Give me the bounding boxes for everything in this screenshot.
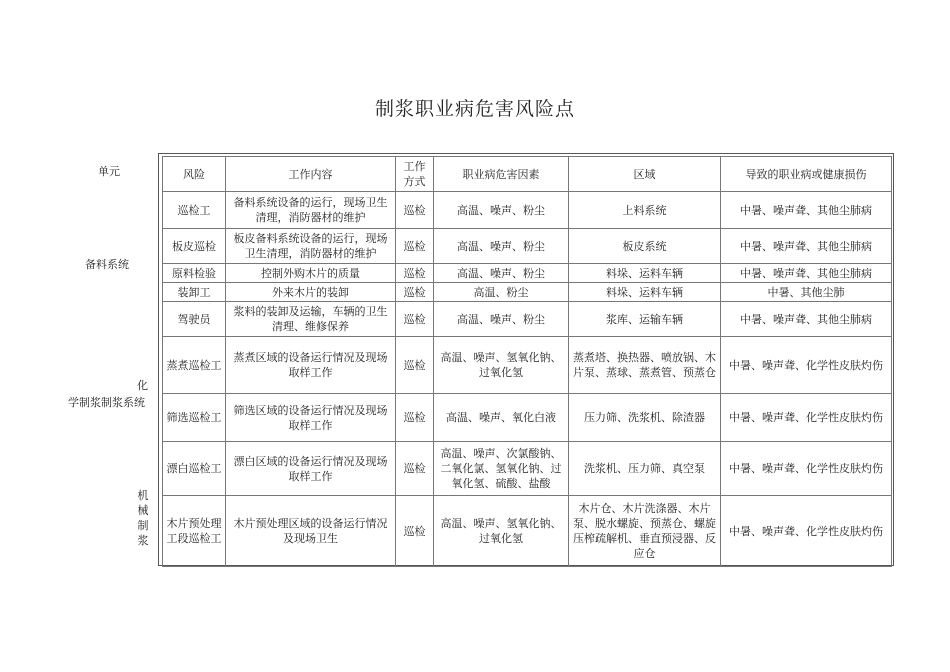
- unit-prep-label: 备料系统: [85, 258, 129, 271]
- table-cell: 蒸煮区域的设备运行情况及现场取样工作: [226, 337, 396, 394]
- table-cell: 板皮巡检: [163, 229, 226, 264]
- table-cell: 中暑、噪声聋、其他尘肺病: [721, 264, 892, 283]
- table-cell: 高温、噪声、粉尘: [434, 264, 569, 283]
- table-row: [163, 192, 892, 229]
- table-cell: 料垛、运料车辆: [569, 264, 721, 283]
- table-cell: 巡检: [396, 337, 434, 394]
- table-cell: 洗浆机、压力筛、真空泵: [569, 442, 721, 496]
- header-cell: 职业病危害因素: [434, 157, 569, 192]
- table-row: [163, 394, 892, 442]
- unit-mech-label: 机械制浆: [137, 489, 149, 547]
- table-cell: 高温、噪声、氧化白液: [434, 394, 569, 442]
- table-cell: 木片预处理区域的设备运行情况及现场卫生: [226, 496, 396, 567]
- table-cell: 木片仓、木片洗涤器、木片泵、脱水螺旋、预蒸仓、螺旋压榨疏解机、垂直预浸器、反应仓: [569, 496, 721, 567]
- table-row: [163, 229, 892, 264]
- table-cell: 中暑、噪声聋、其他尘肺病: [721, 302, 892, 337]
- table-cell: 高温、噪声、次氯酸钠、二氧化氯、氢氧化钠、过氧化氢、硫酸、盐酸: [434, 442, 569, 496]
- unit-label: 单元: [98, 165, 120, 178]
- table-row: [163, 337, 892, 394]
- table-cell: 中暑、噪声聋、其他尘肺病: [721, 229, 892, 264]
- table-cell: 木片预处理工段巡检工: [163, 496, 226, 567]
- table-cell: 控制外购木片的质量: [226, 264, 396, 283]
- table-cell: 驾驶员: [163, 302, 226, 337]
- table-cell: 巡检: [396, 496, 434, 567]
- table-cell: 筛选巡检工: [163, 394, 226, 442]
- unit-chem-label-1: 化: [137, 379, 148, 392]
- table-cell: 高温、噪声、氢氧化钠、过氧化氢: [434, 496, 569, 567]
- table-cell: 上料系统: [569, 192, 721, 229]
- table-cell: 蒸煮塔、换热器、喷放锅、木片泵、蒸球、蒸煮管、预蒸仓: [569, 337, 721, 394]
- table-cell: 装卸工: [163, 283, 226, 302]
- table-cell: 巡检工: [163, 192, 226, 229]
- table-cell: 浆料的装卸及运输，车辆的卫生清理、维修保养: [226, 302, 396, 337]
- header-cell: 风险: [163, 157, 226, 192]
- table-cell: 浆库、运输车辆: [569, 302, 721, 337]
- unit-chem-label-2: 学制浆制浆系统: [68, 396, 145, 409]
- table-cell: 外来木片的装卸: [226, 283, 396, 302]
- table-row: [163, 283, 892, 302]
- table-cell: 压力筛、洗浆机、除渣器: [569, 394, 721, 442]
- table-header-row: [163, 157, 892, 192]
- table-cell: 高温、粉尘: [434, 283, 569, 302]
- table-cell: 高温、噪声、氢氧化钠、过氧化氢: [434, 337, 569, 394]
- header-cell: 工作方式: [396, 157, 434, 192]
- header-cell: 导致的职业病或健康损伤: [721, 157, 892, 192]
- risk-table: [162, 156, 892, 567]
- table-cell: 中暑、其他尘肺: [721, 283, 892, 302]
- table-row: [163, 264, 892, 283]
- table-cell: 蒸煮巡检工: [163, 337, 226, 394]
- header-cell: 工作内容: [226, 157, 396, 192]
- header-cell: 区域: [569, 157, 721, 192]
- table-cell: 高温、噪声、粉尘: [434, 229, 569, 264]
- table-cell: 中暑、噪声聋、化学性皮肤灼伤: [721, 442, 892, 496]
- table-cell: 巡检: [396, 283, 434, 302]
- table-cell: 巡检: [396, 394, 434, 442]
- table-cell: 漂白巡检工: [163, 442, 226, 496]
- table-cell: 原料检验: [163, 264, 226, 283]
- table-cell: 高温、噪声、粉尘: [434, 192, 569, 229]
- table-cell: 中暑、噪声聋、化学性皮肤灼伤: [721, 394, 892, 442]
- table-cell: 板皮备料系统设备的运行，现场卫生清理，消防器材的维护: [226, 229, 396, 264]
- table-cell: 巡检: [396, 442, 434, 496]
- table-cell: 漂白区域的设备运行情况及现场取样工作: [226, 442, 396, 496]
- page-title: 制浆职业病危害风险点: [374, 98, 575, 120]
- table-cell: 高温、噪声、粉尘: [434, 302, 569, 337]
- table-cell: 中暑、噪声聋、化学性皮肤灼伤: [721, 496, 892, 567]
- table-cell: 板皮系统: [569, 229, 721, 264]
- table-cell: 巡检: [396, 229, 434, 264]
- table-row: [163, 496, 892, 567]
- table-cell: 中暑、噪声聋、化学性皮肤灼伤: [721, 337, 892, 394]
- table-cell: 料垛、运料车辆: [569, 283, 721, 302]
- table-cell: 备料系统设备的运行，现场卫生清理，消防器材的维护: [226, 192, 396, 229]
- table-cell: 筛选区域的设备运行情况及现场取样工作: [226, 394, 396, 442]
- table-cell: 中暑、噪声聋、其他尘肺病: [721, 192, 892, 229]
- table-row: [163, 302, 892, 337]
- table-cell: 巡检: [396, 192, 434, 229]
- table-cell: 巡检: [396, 302, 434, 337]
- table-row: [163, 442, 892, 496]
- table-cell: 巡检: [396, 264, 434, 283]
